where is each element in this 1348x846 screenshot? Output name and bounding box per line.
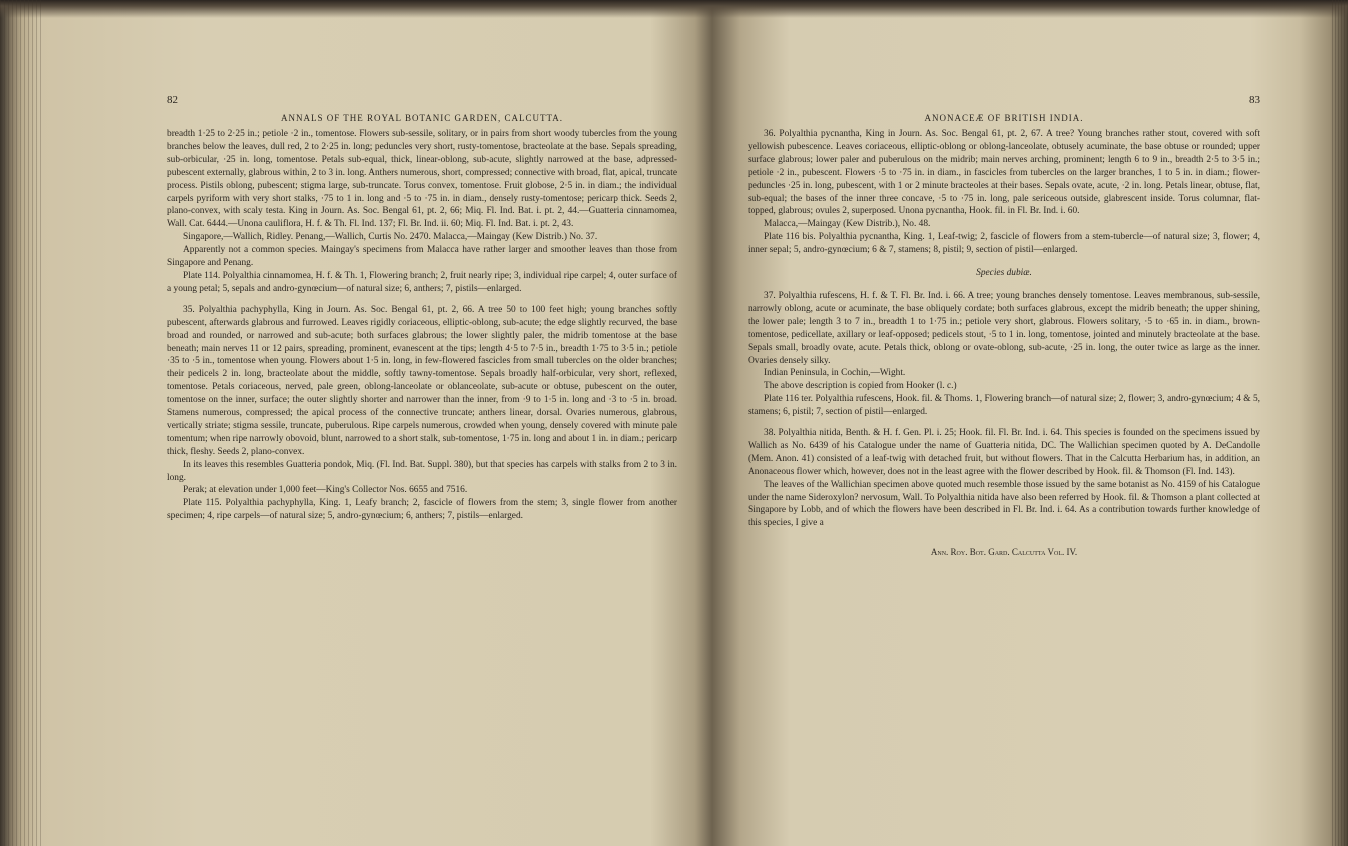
- left-page-body: [167, 128, 677, 523]
- right-page-stack-edge: [1332, 0, 1348, 846]
- right-running-head: [748, 94, 1260, 123]
- species-entry: 36. Polyalthia pycnantha, King in Journ. As. Soc. Bengal 61, pt. 2, 67. A tree? Young branches rather stout, covered with soft yellowish pubescence. Leaves coriaceous, elliptic-oblong or oblong-lanceolate, obtusely acuminate, the base obtuse or rounded; upper surface glabrous; lower paler and puberulous on the midrib; main nerves arching, prominent; length 6 to 9 in., breadth 2·5 to 3·5 in.; petiole ·2 in., pubescent. Flowers ·5 to ·75 in. in diam., in fascicles from tubercles on the larger branches, 1 to 5 in. in diam.; flower-peduncles ·25 in. long, pubescent, with 1 or 2 minute bracteoles at their bases. Sepals ovate, acute, ·2 in. long. Petals linear, obtuse, flat, sub-equal; the bases of the inner three concave, ·5 to ·75 in. long, pale sericeous outside, glabrescent inside. Torus columnar, flat-topped, glabrous; ovules 2, superposed. Unona pycnantha, Hook. fil. in Fl. Br. Ind. i. 60.: [748, 129, 1260, 217]
- left-page-stack-edge: [0, 0, 42, 846]
- paragraph: Malacca,—Maingay (Kew Distrib.), No. 48.: [764, 219, 931, 230]
- species-entry: 37. Polyalthia rufescens, H. f. & T. Fl. Br. Ind. i. 66. A tree; young branches densely tomentose. Leaves membranous, sub-sessile, narrowly oblong, acute or acuminate, the base obliquely cordate; both surfaces glabrous, except the midrib beneath; the upper shining, the lower pale; length 3 to 7 in., breadth 1 to 1·75 in.; petiole very short, glabrous. Flowers solitary, ·5 to ·65 in. in diam., brown-tomentose, pedicellate, axillary or leaf-opposed; pedicels stout, ·5 to 1 in. long, tomentose, jointed and minutely bracteolate at the base. Sepals small, broadly ovate, acute. Petals thick, oblong or ovate-oblong, sub-acute, ·25 in. long, the outer twice as large as the inner. Ovaries densely silky.: [748, 290, 1260, 366]
- paragraph: Indian Peninsula, in Cochin,—Wight.: [764, 368, 906, 379]
- paragraph: Singapore,—Wallich, Ridley. Penang,—Wallich, Curtis No. 2470. Malacca,—Maingay (Kew Distrib.) No. 37.: [183, 232, 598, 243]
- paragraph: breadth 1·25 to 2·25 in.; petiole ·2 in., tomentose. Flowers sub-sessile, solitary, or in pairs from short woody tubercles from the young branches below the leaves, dull red, 2 to 2·25 in. long; peduncles very short, rusty-tomentose, bracteolate at the base. Sepals spreading, sub-orbicular, ·25 in. long, tomentose. Petals sub-equal, thick, linear-oblong, sub-acute, slightly narrowed at the base, adpressed-pubescent externally, glabrous within, 2 to 3 in. long. Anthers numerous, short, compressed; connective with broad, flat, apical, truncate process. Pistils oblong, pubescent; stigma large, sub-truncate. Torus convex, tomentose. Fruit globose, 2·5 in. in diam.; the individual carpels pyriform with very short stalks, ·75 to 1 in. long and ·5 to ·75 in. in diam., densely rusty-tomentose; pericarp thick. Seeds 2, plano-convex, with scaly testa. King in Journ. As. Soc. Bengal 61, pt. 2, 66; Miq. Fl. Ind. Bat. i. pt. 2, 44.—Guatteria cinnamomea, Wall. Cat. 6444.—Unona cauliflora, H. f. & Th. Fl. Ind. 137; Fl. Br. Ind. ii. 60; Miq. Fl. Ind. Bat. i. pt. 2, 43.: [167, 129, 677, 230]
- right-page-body: [748, 128, 1260, 559]
- left-page: [167, 94, 677, 523]
- plate-caption: Plate 114. Polyalthia cinnamomea, H. f. & Th. 1, Flowering branch; 2, fruit nearly ripe; 3, individual ripe carpel; 4, outer surface of a young petal; 5, sepals and andro-gynœcium—of natural size; 6, anthers; 7, pistils—enlarged.: [167, 270, 677, 294]
- plate-caption: Plate 116 ter. Polyalthia rufescens, Hook. fil. & Thoms. 1, Flowering branch—of natural size; 2, flower; 3, andro-gynœcium; 4 & 5, stamens; 6, pistil; 7, section of pistil—enlarged.: [748, 394, 1260, 418]
- left-running-title: ANNALS OF THE ROYAL BOTANIC GARDEN, CALCUTTA.: [280, 113, 564, 123]
- right-running-title: ANONACEÆ OF BRITISH INDIA.: [924, 113, 1084, 123]
- plate-caption: Plate 115. Polyalthia pachyphylla, King. 1, Leafy branch; 2, fascicle of flowers from the stem; 3, single flower from another specimen; 4, ripe carpels—of natural size; 5, andro-gynœcium; 6, anthers; 7, pistils—enlarged.: [167, 498, 677, 522]
- page-footer: Ann. Roy. Bot. Gard. Calcutta Vol. IV.: [930, 547, 1078, 558]
- paragraph: The above description is copied from Hooker (l. c.): [764, 381, 957, 392]
- paragraph: In its leaves this resembles Guatteria pondok, Miq. (Fl. Ind. Bat. Suppl. 380), but that species has carpels with stalks from 2 to 3 in. long.: [167, 459, 677, 483]
- right-page: [748, 94, 1260, 559]
- paragraph: Perak; at elevation under 1,000 feet—King's Collector Nos. 6655 and 7516.: [183, 485, 468, 496]
- plate-caption: Plate 116 bis. Polyalthia pycnantha, King. 1, Leaf-twig; 2, fascicle of flowers from a stem-tubercle—of natural size; 3, flower; 4, inner sepal; 5, andro-gynœcium; 6 & 7, stamens; 8, pistil; 9, section of pistil—enlarged.: [748, 232, 1260, 256]
- section-heading: Species dubiæ.: [976, 268, 1032, 279]
- species-entry: 35. Polyalthia pachyphylla, King in Journ. As. Soc. Bengal 61, pt. 2, 66. A tree 50 to 100 feet high; young branches softly pubescent, afterwards glabrous and furrowed. Leaves rigidly coriaceous, elliptic-oblong, sub-acute; the edge slightly recurved, the base broad and rounded, or narrowed and sub-acute; both surfaces glabrous; the lower slightly paler, the midrib tomentose at the base beneath; main nerves 11 or 12 pairs, spreading, prominent, evanescent at the tips; length 4·5 to 7·5 in., breadth 1·75 to 3·5 in.; petiole ·35 to ·5 in., tomentose when young. Flowers about 1·5 in. long, in few-flowered fascicles from small tubercles on the older branches; their pedicels 2 in. long, bracteolate about the middle, softly tawny-tomentose. Sepals broadly half-orbicular, very short, reflexed, tomentose. Petals coriaceous, nerved, pale green, oblong-lanceolate or oblanceolate, sub-acute or obtuse, pubescent on the outer, tomentose on the inner, surface; the outer slightly shorter and narrower than the inner, from ·9 to 1·5 in. long and ·3 to ·5 in. broad. Stamens numerous, compressed; the apical process of the connective truncate; anthers linear, dorsal. Ovaries numerous, glabrous, vertically striate; stigma sessile, truncate, puberulous. Ripe carpels numerous, crowded when young, densely covered with minute pale tomentum; when ripe narrowly obovoid, blunt, narrowed to a short stalk, sub-tomentose, 1·75 in. long and about 1 in. in diam.; pericarp thick, fleshy. Seeds 2, plano-convex.: [167, 304, 677, 457]
- paragraph: Apparently not a common species. Maingay's specimens from Malacca have rather larger and smoother leaves than those from Singapore and Penang.: [167, 245, 677, 269]
- top-shadow: [0, 0, 1348, 18]
- right-page-number: 83: [1249, 94, 1260, 106]
- species-entry: 38. Polyalthia nitida, Benth. & H. f. Gen. Pl. i. 25; Hook. fil. Fl. Br. Ind. i. 64. This species is founded on the specimens issued by Wallich as No. 6439 of his Catalogue under the name of Guatteria nitida, DC. The Wallichian specimen quoted by A. DeCandolle (Mem. Anon. 41) consisted of a leaf-twig with detached fruit, but without flowers. That in the Calcutta Herbarium has, in addition, an Anonaceous flower which, however, does not in the least agree with the flower described by Hook. fil. & Thomson (Fl. Ind. 143).: [748, 428, 1260, 477]
- left-page-number: 82: [167, 94, 178, 106]
- paragraph: The leaves of the Wallichian specimen above quoted much resemble those issued by the same botanist as No. 4159 of his Catalogue under the name Sideroxylon? nervosum, Wall. To Polyalthia nitida have also been referred by Hook. fil. & Thomson a plant collected at Singapore by Lobb, and of which the flowers have been described in Fl. Br. Ind. i. 64. As a contribution towards further knowledge of this species, I give a: [748, 479, 1260, 529]
- left-running-head: [167, 94, 677, 123]
